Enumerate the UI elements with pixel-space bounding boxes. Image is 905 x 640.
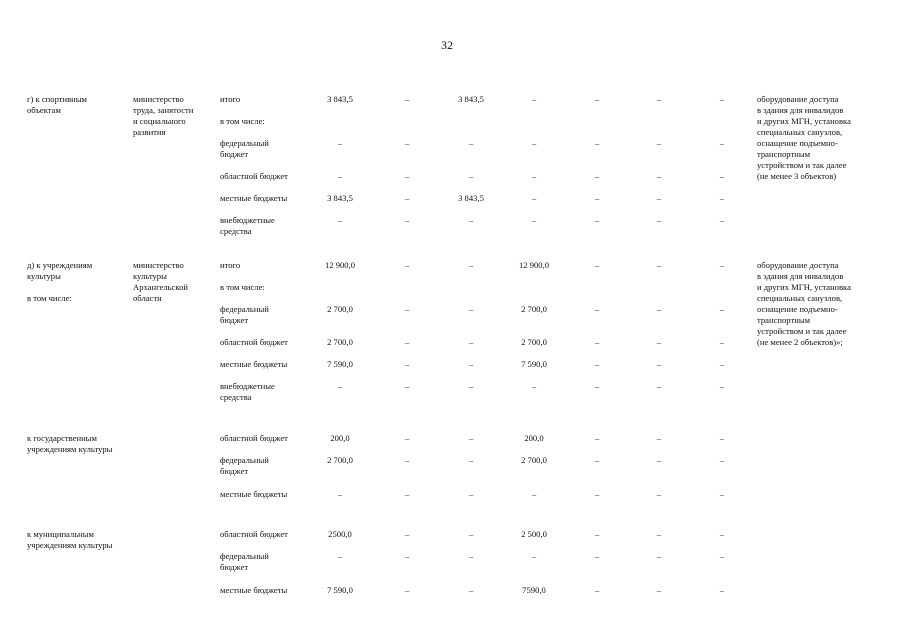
table-cell-value: 12 900,0 (518, 260, 550, 270)
section-label: учреждениям культуры (27, 540, 113, 550)
table-cell-value: – (531, 489, 537, 499)
note-text: оснащение подъемно- (757, 138, 838, 148)
table-cell-value: 200,0 (524, 433, 544, 443)
funding-source: внебюджетные (220, 215, 275, 225)
table-cell-value: 200,0 (330, 433, 350, 443)
table-cell-value: – (719, 433, 725, 443)
note-text: устройством и так далее (757, 326, 847, 336)
section-label: к муниципальным (27, 529, 94, 539)
table-cell-value: – (719, 337, 725, 347)
funding-source: бюджет (220, 149, 249, 159)
table-cell-value: – (531, 193, 537, 203)
table-cell-value: – (656, 585, 662, 595)
table-cell-value: 3 843,5 (458, 94, 484, 104)
table-cell-value: – (337, 215, 343, 225)
table-cell-value: – (468, 585, 474, 595)
table-cell-value: – (404, 381, 410, 391)
table-cell-value: – (594, 381, 600, 391)
section-label: объектам (27, 105, 61, 115)
funding-source: областной бюджет (220, 171, 288, 181)
table-cell-value: – (531, 381, 537, 391)
funding-source: федеральный (220, 304, 269, 314)
table-cell-value: – (404, 215, 410, 225)
executor-text: министерство (133, 94, 184, 104)
funding-source: областной бюджет (220, 337, 288, 347)
table-cell-value: – (656, 260, 662, 270)
funding-source: итого (220, 94, 241, 104)
table-cell-value: – (656, 215, 662, 225)
table-cell-value: – (404, 455, 410, 465)
table-cell-value: – (594, 455, 600, 465)
table-cell-value: – (337, 489, 343, 499)
table-cell-value: – (656, 489, 662, 499)
note-text: оборудование доступа (757, 260, 839, 270)
table-cell-value: – (594, 304, 600, 314)
funding-source: федеральный (220, 455, 269, 465)
table-cell-value: – (594, 529, 600, 539)
table-cell-value: – (719, 585, 725, 595)
section-label: г) к спортивным (27, 94, 87, 104)
table-cell-value: 2 700,0 (327, 455, 353, 465)
table-cell-value: – (337, 171, 343, 181)
table-cell-value: 7 590,0 (327, 585, 353, 595)
table-cell-value: – (656, 138, 662, 148)
note-text: специальных санузлов, (757, 127, 843, 137)
table-cell-value: 2 700,0 (327, 304, 353, 314)
table-cell-value: – (468, 381, 474, 391)
note-text: оборудование доступа (757, 94, 839, 104)
table-cell-value: – (404, 433, 410, 443)
table-cell-value: 2 700,0 (521, 337, 547, 347)
table-cell-value: – (468, 529, 474, 539)
note-text: в здания для инвалидов (757, 271, 844, 281)
table-cell-value: – (656, 171, 662, 181)
table-cell-value: – (719, 551, 725, 561)
table-cell-value: 3 843,5 (458, 193, 484, 203)
table-cell-value: 2 500,0 (521, 529, 547, 539)
note-text: транспортным (757, 149, 811, 159)
table-cell-value: 2 700,0 (327, 337, 353, 347)
table-cell-value: 3 843,5 (327, 193, 353, 203)
note-text: устройством и так далее (757, 160, 847, 170)
section-label: в том числе: (27, 293, 72, 303)
table-cell-value: – (468, 551, 474, 561)
funding-source: федеральный (220, 551, 269, 561)
note-text: (не менее 2 объектов)»; (757, 337, 843, 347)
page-number: 32 (441, 38, 453, 52)
note-text: и других МГН, установка (757, 116, 851, 126)
section-label: д) к учреждениям (27, 260, 93, 270)
note-text: и других МГН, установка (757, 282, 851, 292)
table-cell-value: – (594, 94, 600, 104)
table-cell-value: – (719, 359, 725, 369)
table-cell-value: – (468, 260, 474, 270)
table-cell-value: – (656, 337, 662, 347)
table-cell-value: 7590,0 (522, 585, 546, 595)
funding-source: местные бюджеты (220, 585, 288, 595)
table-cell-value: – (468, 455, 474, 465)
table-cell-value: – (594, 359, 600, 369)
table-cell-value: – (404, 337, 410, 347)
table-cell-value: 12 900,0 (324, 260, 356, 270)
table-cell-value: – (594, 171, 600, 181)
table-cell-value: – (404, 94, 410, 104)
executor-text: области (133, 293, 162, 303)
table-cell-value: – (594, 193, 600, 203)
table-cell-value: – (468, 215, 474, 225)
table-cell-value: – (404, 138, 410, 148)
table-cell-value: 7 590,0 (521, 359, 547, 369)
executor-text: министерство (133, 260, 184, 270)
table-cell-value: – (656, 304, 662, 314)
table-cell-value: – (656, 455, 662, 465)
table-cell-value: – (594, 138, 600, 148)
table-cell-value: – (656, 381, 662, 391)
table-cell-value: – (468, 171, 474, 181)
table-cell-value: 7 590,0 (327, 359, 353, 369)
table-cell-value: – (531, 138, 537, 148)
note-text: в здания для инвалидов (757, 105, 844, 115)
note-text: специальных санузлов, (757, 293, 843, 303)
executor-text: Архангельской (133, 282, 188, 292)
funding-source: бюджет (220, 562, 249, 572)
table-cell-value: – (719, 304, 725, 314)
table-cell-value: – (404, 260, 410, 270)
table-cell-value: – (337, 551, 343, 561)
funding-source: бюджет (220, 466, 249, 476)
funding-source: в том числе: (220, 116, 265, 126)
table-cell-value: – (337, 138, 343, 148)
table-cell-value: – (594, 337, 600, 347)
section-label: к государственным (27, 433, 97, 443)
table-cell-value: 3 843,5 (327, 94, 353, 104)
table-cell-value: – (719, 455, 725, 465)
table-cell-value: – (404, 585, 410, 595)
executor-text: и социального (133, 116, 186, 126)
funding-source: федеральный (220, 138, 269, 148)
table-cell-value: – (531, 215, 537, 225)
table-cell-value: – (719, 260, 725, 270)
table-cell-value: – (594, 433, 600, 443)
table-cell-value: – (594, 489, 600, 499)
table-cell-value: – (719, 94, 725, 104)
section-label: учреждениям культуры (27, 444, 113, 454)
funding-source: итого (220, 260, 241, 270)
table-cell-value: – (656, 94, 662, 104)
table-cell-value: – (404, 489, 410, 499)
table-cell-value: – (719, 489, 725, 499)
table-cell-value: – (468, 337, 474, 347)
table-cell-value: – (719, 193, 725, 203)
table-cell-value: – (337, 381, 343, 391)
funding-source: областной бюджет (220, 529, 288, 539)
funding-source: в том числе: (220, 282, 265, 292)
table-cell-value: – (468, 138, 474, 148)
funding-source: внебюджетные (220, 381, 275, 391)
funding-source: средства (220, 392, 252, 402)
table-cell-value: – (468, 304, 474, 314)
table-cell-value: – (531, 171, 537, 181)
table-cell-value: – (404, 551, 410, 561)
table-cell-value: – (594, 551, 600, 561)
table-cell-value: 2 700,0 (521, 455, 547, 465)
table-cell-value: – (594, 585, 600, 595)
executor-text: культуры (133, 271, 167, 281)
table-cell-value: – (468, 359, 474, 369)
table-cell-value: – (404, 529, 410, 539)
table-cell-value: – (656, 433, 662, 443)
table-cell-value: – (656, 551, 662, 561)
funding-source: местные бюджеты (220, 489, 288, 499)
table-cell-value: – (719, 171, 725, 181)
table-cell-value: – (719, 138, 725, 148)
table-cell-value: 2500,0 (328, 529, 352, 539)
table-cell-value: – (531, 94, 537, 104)
table-cell-value: – (404, 304, 410, 314)
table-cell-value: – (656, 359, 662, 369)
table-cell-value: – (719, 215, 725, 225)
funding-source: областной бюджет (220, 433, 288, 443)
table-cell-value: – (656, 193, 662, 203)
funding-source: бюджет (220, 315, 249, 325)
funding-source: местные бюджеты (220, 359, 288, 369)
funding-source: местные бюджеты (220, 193, 288, 203)
note-text: транспортным (757, 315, 811, 325)
table-cell-value: – (719, 381, 725, 391)
executor-text: труда, занятости (133, 105, 194, 115)
note-text: оснащение подъемно- (757, 304, 838, 314)
table-cell-value: 2 700,0 (521, 304, 547, 314)
table-cell-value: – (594, 260, 600, 270)
table-cell-value: – (404, 171, 410, 181)
funding-source: средства (220, 226, 252, 236)
note-text: (не менее 3 объектов) (757, 171, 837, 181)
table-cell-value: – (656, 529, 662, 539)
table-cell-value: – (531, 551, 537, 561)
executor-text: развития (133, 127, 166, 137)
table-cell-value: – (404, 359, 410, 369)
section-label: культуры (27, 271, 61, 281)
table-cell-value: – (468, 433, 474, 443)
table-cell-value: – (719, 529, 725, 539)
table-cell-value: – (468, 489, 474, 499)
table-cell-value: – (594, 215, 600, 225)
table-cell-value: – (404, 193, 410, 203)
